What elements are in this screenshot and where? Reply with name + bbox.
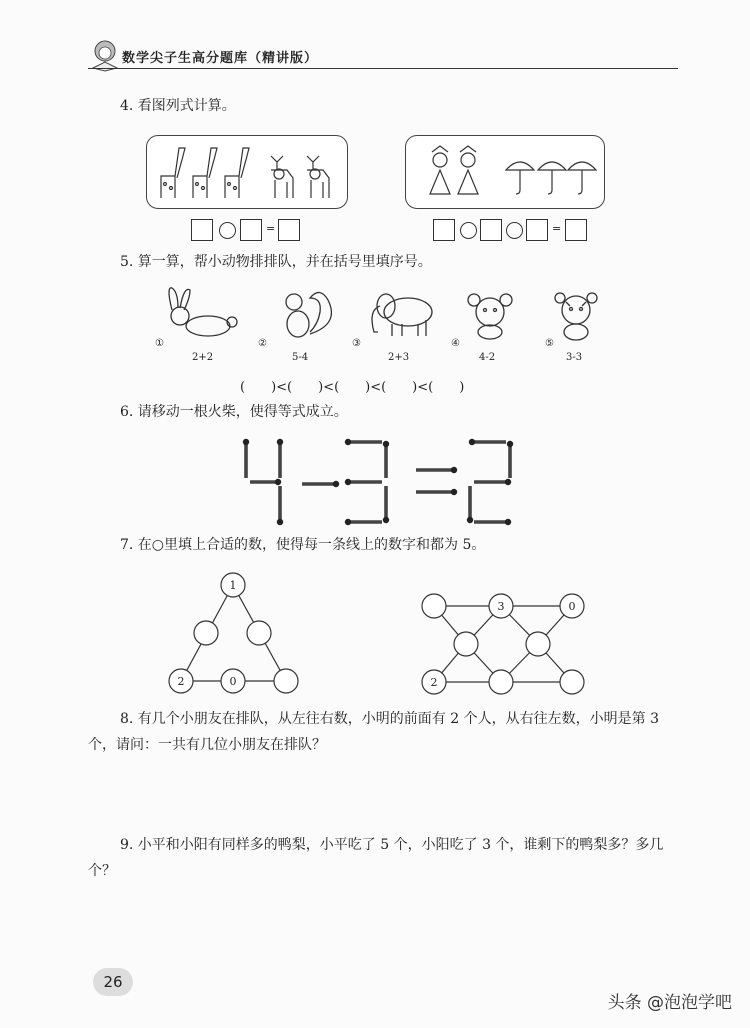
hexagon-number-diagram (410, 582, 595, 700)
rabbit-expression: 2+2 (192, 352, 214, 363)
hexagon-top-mid-value: 3 (497, 600, 505, 613)
hexagon-bottom-right-circle (560, 670, 584, 694)
triangle-bottom-mid-value: 0 (229, 675, 237, 688)
q4-left-answer-box-1[interactable] (191, 219, 213, 241)
dolls-umbrellas-picture (406, 136, 604, 208)
q4-right-answer-box-3[interactable] (526, 219, 548, 241)
giraffe-icon (161, 148, 185, 198)
squirrel-icon (270, 284, 340, 339)
rabbit-number: ① (155, 338, 164, 349)
q4-left-operator-circle[interactable] (219, 222, 236, 239)
q4-right-operator-circle-2[interactable] (506, 222, 523, 239)
elephant-icon (366, 290, 436, 340)
bear-icon (460, 290, 520, 340)
q8-text: 8. 有几个小朋友在排队，从左往右数，小明的前面有 2 个人，从右往左数，小明是第 3 个，请问：一共有几位小朋友在排队？ (88, 711, 659, 753)
hexagon-mid-left-circle (454, 632, 478, 656)
triangle-bottom-right-circle (274, 669, 298, 693)
q5-order-answer-row[interactable]: ( )<( )<( )<( )<( ) (240, 380, 465, 395)
q6-label: 6. 请移动一根火柴，使得等式成立。 (120, 404, 348, 420)
doll-icon (430, 146, 450, 194)
hexagon-top-right-value: 0 (568, 600, 576, 613)
squirrel-expression: 5-4 (292, 352, 309, 363)
header-title: 数学尖子生高分题库（精讲版） (122, 51, 319, 66)
rabbit-icon (150, 282, 250, 337)
tiger-number: ⑤ (545, 338, 554, 349)
watermark-text: 头条 @泡泡学吧 (607, 993, 732, 1013)
triangle-number-diagram (160, 568, 310, 700)
q4-right-picture-panel (405, 135, 605, 209)
doll-icon (458, 146, 478, 194)
giraffe-icon (193, 148, 217, 198)
giraffe-icon (225, 148, 249, 198)
tiger-expression: 3-3 (566, 352, 583, 363)
q4-left-result-box[interactable] (278, 219, 300, 241)
triangle-bottom-left-value: 2 (177, 675, 185, 688)
q5-label: 5. 算一算，帮小动物排排队，并在括号里填序号。 (120, 254, 432, 270)
umbrella-icon (538, 162, 566, 194)
q4-label: 4. 看图列式计算。 (120, 98, 236, 114)
umbrella-icon (506, 162, 534, 194)
q4-left-answer-box-2[interactable] (240, 219, 262, 241)
hexagon-bottom-mid-circle (489, 670, 513, 694)
hexagon-top-left-circle (422, 594, 446, 618)
deer-icon (307, 156, 329, 198)
triangle-top-value: 1 (229, 579, 237, 592)
matchstick-equation (230, 432, 530, 528)
q4-right-answer-box-2[interactable] (480, 219, 502, 241)
hexagon-bottom-left-value: 2 (430, 676, 438, 689)
q4-right-equals: = (552, 222, 562, 235)
girl-reading-logo-icon (88, 38, 122, 72)
q4-right-operator-circle-1[interactable] (460, 222, 477, 239)
deer-icon (271, 156, 293, 198)
tiger-icon (548, 290, 604, 342)
q4-left-equals: = (266, 222, 276, 235)
q4-left-picture-panel (146, 135, 348, 209)
elephant-number: ③ (352, 338, 361, 349)
q4-right-answer-box-1[interactable] (433, 219, 455, 241)
triangle-right-circle (247, 621, 271, 645)
bear-number: ④ (451, 338, 460, 349)
q4-right-result-box[interactable] (565, 219, 587, 241)
elephant-expression: 2+3 (388, 352, 410, 363)
header-divider (88, 68, 678, 69)
giraffe-deer-picture (147, 136, 347, 208)
q7-label: 7. 在○里填上合适的数，使得每一条线上的数字和都为 5。 (120, 537, 486, 553)
triangle-left-circle (194, 621, 218, 645)
q9-text: 9. 小平和小阳有同样多的鸭梨，小平吃了 5 个，小阳吃了 3 个，谁剩下的鸭梨多？多几个？ (88, 837, 664, 879)
hexagon-mid-right-circle (526, 632, 550, 656)
squirrel-number: ② (258, 338, 267, 349)
bear-expression: 4-2 (479, 352, 496, 363)
umbrella-icon (568, 162, 596, 194)
page-number: 26 (93, 968, 133, 996)
